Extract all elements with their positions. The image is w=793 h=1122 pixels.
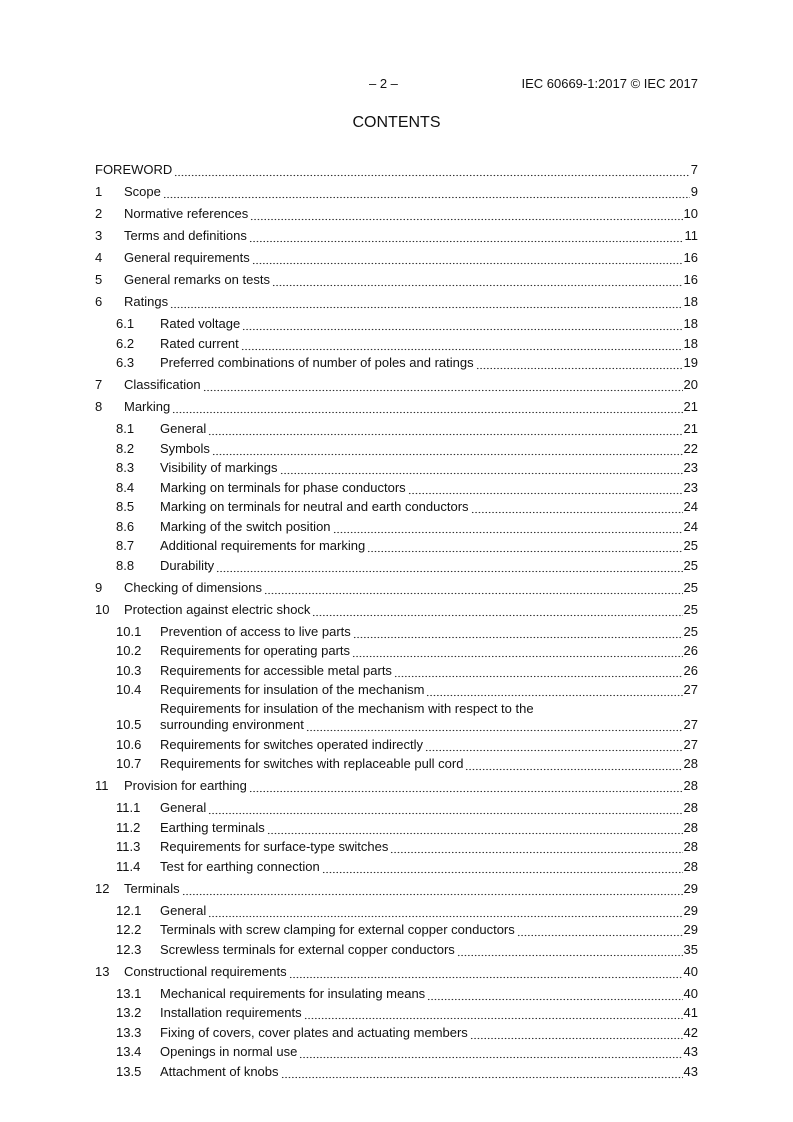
- toc-entry-title: Requirements for accessible metal parts: [160, 662, 392, 678]
- toc-entry[interactable]: [95, 897, 698, 919]
- toc-entry-title: Preferred combinations of number of poles and ratings: [160, 355, 474, 370]
- toc-entry-title: Earthing terminals: [160, 819, 265, 835]
- dot-leader: [353, 624, 683, 640]
- dot-leader: [208, 421, 682, 437]
- dot-leader: [322, 859, 683, 875]
- toc-entry-number: 5: [95, 272, 103, 287]
- toc-entry-number: 3: [95, 228, 103, 243]
- dot-leader: [163, 184, 690, 200]
- toc-entry-number: 13.3: [116, 1024, 142, 1040]
- toc-entry-title: Mechanical requirements for insulating means: [160, 985, 426, 1001]
- toc-entry-page: 24: [683, 518, 698, 534]
- toc-entry-page: 11: [684, 228, 698, 243]
- toc-entry-number: 8.8: [116, 557, 135, 573]
- dot-leader: [367, 538, 682, 554]
- toc-entry[interactable]: [95, 1041, 698, 1061]
- toc-entry-title: Requirements for switches with replaceable pull cord: [160, 756, 464, 771]
- toc-entry-number: 10: [95, 601, 110, 617]
- toc-entry-title: Marking on terminals for phase conductors: [160, 479, 406, 495]
- toc-entry-page: 43: [683, 1063, 698, 1079]
- toc-entry-number: 10.2: [116, 643, 142, 658]
- toc-entry[interactable]: [95, 794, 698, 816]
- dot-leader: [299, 1044, 682, 1060]
- toc-entry-number: 10.5: [116, 717, 142, 732]
- toc-entry-page: 7: [690, 162, 698, 177]
- toc-entry-title: Requirements for operating parts: [160, 643, 351, 658]
- toc-entry-number: 10.4: [116, 682, 142, 697]
- toc-entry[interactable]: [95, 457, 698, 477]
- toc-entry[interactable]: [95, 332, 698, 352]
- toc-entry-title: Openings in normal use: [160, 1044, 298, 1059]
- dot-leader: [281, 1064, 683, 1080]
- toc-entry-title: General: [160, 800, 207, 815]
- toc-entry-number: 11.4: [116, 858, 141, 874]
- toc-entry-page: 16: [683, 250, 698, 265]
- dot-leader: [465, 756, 682, 772]
- toc-entry[interactable]: [95, 855, 698, 875]
- toc-entry-page: 29: [683, 880, 698, 896]
- toc-entry-number: 10.6: [116, 736, 142, 752]
- toc-entry-page: 26: [683, 643, 698, 658]
- toc-entry-number: 8.6: [116, 518, 135, 534]
- toc-entry[interactable]: [95, 415, 698, 437]
- toc-entry[interactable]: [95, 437, 698, 457]
- toc-entry-title: Test for earthing connection: [160, 858, 320, 874]
- toc-entry-number: 12.3: [116, 941, 142, 957]
- toc-entry-page: 18: [683, 294, 698, 309]
- toc-entry-page: 28: [683, 778, 698, 793]
- dot-leader: [208, 903, 682, 919]
- toc-entry-page: 24: [683, 499, 698, 514]
- toc-entry[interactable]: [95, 733, 698, 753]
- toc-entry-page: 20: [683, 377, 698, 392]
- toc-entry-title: Provision for earthing: [124, 778, 247, 793]
- toc-entry-number: 13.4: [116, 1044, 142, 1059]
- toc-entry-page: 25: [683, 623, 698, 639]
- toc-entry[interactable]: [95, 753, 698, 773]
- toc-entry[interactable]: [95, 875, 698, 897]
- toc-entry-title: Additional requirements for marking: [160, 538, 366, 553]
- toc-entry[interactable]: [95, 596, 698, 618]
- toc-entry-title: Requirements for insulation of the mechanism: [160, 682, 425, 697]
- dot-leader: [426, 682, 682, 698]
- toc-entry-title: General: [160, 902, 207, 918]
- toc-entry-number: 12.2: [116, 922, 142, 937]
- toc-entry-page: 19: [683, 355, 698, 370]
- toc-entry[interactable]: [95, 352, 698, 372]
- toc-entry[interactable]: [95, 1002, 698, 1022]
- toc-entry[interactable]: [95, 980, 698, 1002]
- toc-entry-title: Visibility of markings: [160, 460, 278, 475]
- toc-entry[interactable]: [95, 1060, 698, 1080]
- toc-entry-number: 8.5: [116, 499, 135, 514]
- toc-entry-page: 41: [683, 1005, 698, 1020]
- toc-entry-number: 13.2: [116, 1005, 142, 1020]
- toc-entry[interactable]: [95, 919, 698, 939]
- toc-entry-page: 27: [683, 736, 698, 752]
- toc-entry[interactable]: [95, 288, 698, 310]
- toc-entry-number: 8.3: [116, 460, 135, 475]
- dot-leader: [394, 663, 683, 679]
- page-number: – 2 –: [369, 76, 398, 91]
- toc-entry-number: 8.2: [116, 440, 135, 456]
- dot-leader: [252, 250, 683, 266]
- toc-entry-number: 7: [95, 377, 103, 392]
- toc-entry-title: General requirements: [124, 250, 250, 265]
- toc-entry-page: 25: [683, 538, 698, 553]
- toc-entry[interactable]: [95, 1021, 698, 1041]
- toc-entry-page: 40: [683, 985, 698, 1001]
- toc-entry-title: Protection against electric shock: [124, 601, 311, 617]
- dot-leader: [457, 942, 683, 958]
- toc-entry-title: Marking: [124, 399, 171, 414]
- dot-leader: [471, 499, 683, 515]
- toc-entry-number: 6.1: [116, 316, 135, 331]
- toc-entry-title: Classification: [124, 377, 201, 392]
- toc-entry-number: 6: [95, 294, 103, 309]
- toc-entry[interactable]: [95, 574, 698, 596]
- toc-entry-page: 25: [683, 579, 698, 595]
- toc-entry-page: 18: [683, 335, 698, 351]
- toc-entry[interactable]: [95, 156, 698, 178]
- toc-entry[interactable]: [95, 222, 698, 244]
- toc-entry-title: Requirements for switches operated indirectly: [160, 736, 424, 752]
- dot-leader: [182, 881, 683, 897]
- table-of-contents: [95, 156, 698, 1080]
- dot-leader: [241, 336, 683, 352]
- toc-entry-number: 8.4: [116, 479, 135, 495]
- toc-entry-number: 12: [95, 880, 110, 896]
- toc-entry-page: 29: [683, 922, 698, 937]
- toc-entry-number: 6.2: [116, 335, 135, 351]
- toc-entry[interactable]: [95, 659, 698, 679]
- toc-entry-number: 10.3: [116, 662, 142, 678]
- toc-entry-page: 27: [683, 682, 698, 697]
- toc-entry[interactable]: [95, 816, 698, 836]
- toc-entry[interactable]: [95, 618, 698, 640]
- toc-entry-page: 10: [683, 206, 698, 221]
- toc-entry-page: 25: [683, 557, 698, 573]
- toc-entry[interactable]: [95, 310, 698, 332]
- toc-entry-number: 9: [95, 579, 103, 595]
- toc-entry[interactable]: [95, 476, 698, 496]
- toc-entry-number: 4: [95, 250, 103, 265]
- toc-entry-number: 11.2: [116, 819, 141, 835]
- dot-leader: [264, 580, 683, 596]
- dot-leader: [312, 602, 682, 618]
- toc-entry-title: Normative references: [124, 206, 249, 221]
- toc-entry-title: FOREWORD: [95, 162, 173, 177]
- toc-entry-number: 8.1: [116, 421, 135, 436]
- toc-entry-page: 42: [683, 1024, 698, 1040]
- toc-entry[interactable]: [95, 515, 698, 535]
- toc-entry-number: 6.3: [116, 355, 135, 370]
- toc-entry-number: 10.1: [116, 623, 142, 639]
- toc-entry-page: 27: [683, 717, 698, 732]
- toc-entry-title: Symbols: [160, 440, 210, 456]
- toc-entry[interactable]: [95, 958, 698, 980]
- toc-entry[interactable]: [95, 772, 698, 794]
- toc-entry[interactable]: [95, 266, 698, 288]
- toc-entry-title: Requirements for insulation of the mechanism with respect to the: [160, 701, 534, 716]
- toc-entry-title: Requirements for surface-type switches: [160, 839, 389, 854]
- toc-entry-number: 8.7: [116, 538, 135, 553]
- toc-entry[interactable]: [95, 393, 698, 415]
- dot-leader: [304, 1005, 683, 1021]
- toc-entry-page: 21: [683, 399, 698, 414]
- toc-entry-title: Terminals: [124, 880, 180, 896]
- dot-leader: [170, 294, 682, 310]
- toc-entry-title: Scope: [124, 184, 161, 199]
- toc-entry-title: Terms and definitions: [124, 228, 247, 243]
- toc-entry-title-cont: surrounding environment: [160, 717, 304, 732]
- toc-entry[interactable]: [95, 698, 698, 733]
- toc-entry-title: Prevention of access to live parts: [160, 623, 351, 639]
- toc-entry-title: Rated voltage: [160, 316, 241, 331]
- toc-entry-page: 23: [683, 479, 698, 495]
- toc-entry[interactable]: [95, 178, 698, 200]
- dot-leader: [249, 778, 683, 794]
- dot-leader: [250, 206, 682, 222]
- toc-entry-page: 28: [683, 819, 698, 835]
- toc-entry-title: Terminals with screw clamping for external copper conductors: [160, 922, 515, 937]
- toc-entry[interactable]: [95, 640, 698, 660]
- toc-entry-title: Attachment of knobs: [160, 1063, 279, 1079]
- toc-entry-number: 10.7: [116, 756, 142, 771]
- toc-entry-page: 25: [683, 601, 698, 617]
- toc-entry-title: Ratings: [124, 294, 169, 309]
- dot-leader: [390, 839, 682, 855]
- dot-leader: [425, 737, 683, 753]
- toc-entry-number: 11: [95, 778, 109, 793]
- toc-entry-number: 13.5: [116, 1063, 142, 1079]
- dot-leader: [517, 922, 683, 938]
- toc-entry-number: 12.1: [116, 902, 142, 918]
- toc-entry-page: 28: [683, 839, 698, 854]
- toc-entry-page: 35: [683, 941, 698, 957]
- dot-leader: [208, 800, 682, 816]
- dot-leader: [174, 162, 689, 178]
- toc-entry-page: 21: [683, 421, 698, 436]
- toc-entry-page: 29: [683, 902, 698, 918]
- toc-entry-title: Fixing of covers, cover plates and actuating members: [160, 1024, 468, 1040]
- dot-leader: [408, 480, 683, 496]
- toc-entry-number: 13: [95, 963, 110, 979]
- toc-entry-title: Rated current: [160, 335, 239, 351]
- dot-leader: [172, 399, 682, 415]
- dot-leader: [306, 717, 683, 733]
- toc-entry-page: 28: [683, 800, 698, 815]
- toc-entry[interactable]: [95, 535, 698, 555]
- dot-leader: [280, 460, 683, 476]
- toc-entry-title: Checking of dimensions: [124, 579, 263, 595]
- toc-entry-number: 13.1: [116, 985, 142, 1001]
- toc-entry[interactable]: [95, 200, 698, 222]
- dot-leader: [249, 228, 684, 244]
- dot-leader: [242, 316, 682, 332]
- toc-entry-page: 9: [690, 184, 698, 199]
- standard-reference: IEC 60669-1:2017 © IEC 2017: [521, 76, 698, 91]
- toc-entry-title: Installation requirements: [160, 1005, 302, 1020]
- toc-entry-title: Constructional requirements: [124, 963, 287, 979]
- toc-entry-number: 11.1: [116, 800, 141, 815]
- dot-leader: [212, 441, 683, 457]
- toc-entry[interactable]: [95, 496, 698, 516]
- toc-entry-title: Screwless terminals for external copper conductors: [160, 941, 455, 957]
- toc-entry-number: 1: [95, 184, 103, 199]
- toc-entry-title: General: [160, 421, 207, 436]
- dot-leader: [333, 519, 683, 535]
- toc-entry-page: 16: [683, 272, 698, 287]
- toc-entry-page: 28: [683, 756, 698, 771]
- toc-entry-page: 18: [683, 316, 698, 331]
- toc-entry-number: 8: [95, 399, 103, 414]
- toc-entry[interactable]: [95, 679, 698, 699]
- dot-leader: [427, 986, 682, 1002]
- dot-leader: [476, 355, 683, 371]
- dot-leader: [272, 272, 683, 288]
- dot-leader: [352, 643, 682, 659]
- toc-entry-page: 40: [683, 963, 698, 979]
- toc-entry-title: General remarks on tests: [124, 272, 270, 287]
- toc-entry-title: Durability: [160, 557, 215, 573]
- dot-leader: [267, 820, 683, 836]
- toc-entry[interactable]: [95, 554, 698, 574]
- toc-entry[interactable]: [95, 938, 698, 958]
- dot-leader: [289, 964, 683, 980]
- toc-entry-title: Marking of the switch position: [160, 518, 331, 534]
- toc-entry-number: 2: [95, 206, 103, 221]
- toc-entry-page: 23: [683, 460, 698, 475]
- dot-leader: [216, 558, 682, 574]
- toc-entry-page: 28: [683, 858, 698, 874]
- toc-entry-page: 43: [683, 1044, 698, 1059]
- toc-entry-page: 26: [683, 662, 698, 678]
- dot-leader: [470, 1025, 683, 1041]
- toc-entry-page: 22: [683, 440, 698, 456]
- toc-entry[interactable]: [95, 836, 698, 856]
- dot-leader: [203, 377, 683, 393]
- toc-entry-title: Marking on terminals for neutral and earth conductors: [160, 499, 469, 514]
- toc-entry-number: 11.3: [116, 839, 141, 854]
- toc-entry[interactable]: [95, 244, 698, 266]
- page-title: CONTENTS: [352, 114, 441, 131]
- toc-entry[interactable]: [95, 371, 698, 393]
